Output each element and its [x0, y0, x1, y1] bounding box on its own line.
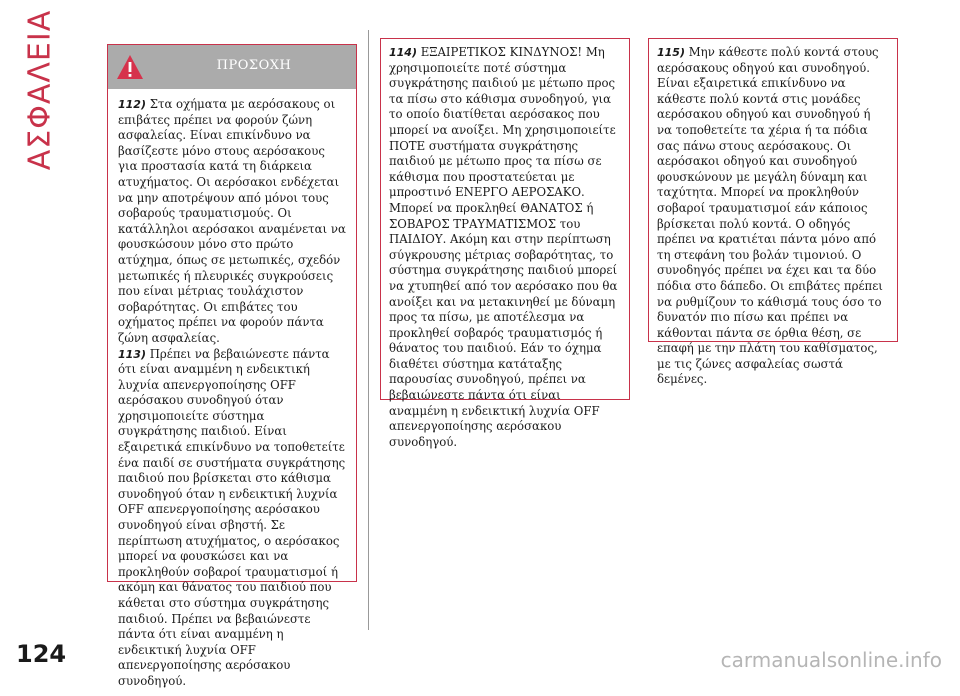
warning-title: ΠΡΟΣΟΧΗ — [216, 58, 292, 73]
note-115 — [657, 45, 889, 388]
note-number: 113) — [118, 347, 146, 361]
column-divider — [368, 30, 369, 630]
note-text: Πρέπει να βεβαιώνεστε πάντα ότι είναι αναμμένη η ενδεικτική λυχνία απενεργοποίησης OFF αερόσακου συνοδηγού όταν χρησιμοποιείτε σύστημα συγκράτησης παιδιού. Είναι εξαιρετικά επικίνδυνο να τοποθετείτε ένα παιδί σε συστήματα συγκράτησης παιδιού που βρίσκεται στο κάθισμα συνοδηγού όταν η ενδεικτική λυχνία OFF απενεργοποίησης αερόσακου συνοδηγού είναι σβηστή. Σε περίπτωση ατυχήματος, ο αερόσακος μπορεί να φουσκώσει και να προκληθούν σοβαροί τραυματισμοί ή ακόμη και θάνατος του παιδιού που κάθεται στο σύστημα συγκράτησης παιδιού. Πρέπει να βεβαιώνεστε πάντα ότι είναι αναμμένη η ενδεικτική λυχνία OFF απενεργοποίησης αερόσακου συνοδηγού. — [118, 346, 346, 688]
note-number: 114) — [389, 46, 417, 59]
note-text: ΕΞΑΙΡΕΤΙΚΟΣ ΚΙΝΔΥΝΟΣ! Μη χρησιμοποιείτε ποτέ σύστημα συγκράτησης παιδιού με μέτωπο προς τα πίσω στο κάθισμα συνοδηγού, για το οποίο διατίθεται αερόσακος που μπορεί να ανοίξει. Μη χρησιμοποιείτε ΠΟΤΕ συστήματα συγκράτησης παιδιού με μέτωπο προς τα πίσω σε κάθισμα που προστατεύεται με μπροστινό ΕΝΕΡΓΟ ΑΕΡΟΣΑΚΟ. Μπορεί να προκληθεί ΘΑΝΑΤΟΣ ή ΣΟΒΑΡΟΣ ΤΡΑΥΜΑΤΙΣΜΟΣ του ΠΑΙΔΙΟΥ. Ακόμη και στην περίπτωση σύγκρουσης μέτριας σοβαρότητας, το σύστημα συγκράτησης παιδιού μπορεί να χτυπηθεί από τον αερόσακο που θα ανοίξει και να μετακινηθεί με δύναμη προς τα πίσω, με αποτέλεσμα να προκληθεί σοβαρός τραυματισμός ή θάνατος του παιδιού. Εάν το όχημα διαθέτει σύστημα κατάταξης παρουσίας συνοδηγού, πρέπει να βεβαιώνεστε πάντα ότι είναι αναμμένη η ενδεικτική λυχνία OFF απενεργοποίησης αερόσακου συνοδηγού. — [389, 45, 618, 449]
note-text: Στα οχήματα με αερόσακους οι επιβάτες πρέπει να φορούν ζώνη ασφαλείας. Είναι επικίνδυνο να βασίζεστε μόνο στους αερόσακους για προστασία κατά τη διάρκεια ατυχήματος. Οι αερόσακοι ενδέχεται να μην αποτρέψουν από μόνοι τους σοβαρούς τραυματισμούς. Οι κατάλληλοι αερόσακοι αναμένεται να φουσκώσουν μόνο στο πρώτο ατύχημα, όπως σε μετωπικές, σχεδόν μετωπικές ή πλευρικές συγκρούσεις που είναι μέτριας τουλάχιστον σοβαρότητας. Οι επιβάτες του οχήματος πρέπει να φορούν πάντα ζώνη ασφαλείας. — [118, 97, 346, 345]
note-number: 115) — [657, 46, 685, 59]
warning-box-middle — [380, 38, 630, 449]
note-text: Μην κάθεστε πολύ κοντά στους αερόσακους οδηγού και συνοδηγού. Είναι εξαιρετικά επικίνδυνο να κάθεστε πολύ κοντά στις μονάδες αερόσακου οδηγού και συνοδηγού ή να τοποθετείτε τα χέρια ή τα πόδια σας πάνω στους αερόσακους. Οι αερόσακοι οδηγού και συνοδηγού φουσκώνουν με μεγάλη δύναμη και ταχύτητα. Μπορεί να προκληθούν σοβαροί τραυματισμοί εάν κάποιος βρίσκεται πολύ κοντά. Ο οδηγός πρέπει να κρατιέται πάντα μόνο από τη στεφάνη του βολάν τιμονιού. Ο συνοδηγός πρέπει να έχει και τα δύο πόδια στο δάπεδο. Οι επιβάτες πρέπει να ρυθμίζουν το κάθισμά τους όσο το δυνατόν πιο πίσω και πρέπει να κάθονται πάντα σε όρθια θέση, σε επαφή με την πλάτη του καθίσματος, με τις ζώνες ασφαλείας σωστά δεμένες. — [657, 45, 883, 387]
warning-box-left — [107, 44, 357, 688]
note-113 — [118, 347, 346, 690]
warning-box-right — [648, 38, 898, 387]
watermark: carmanualsonline.info — [720, 648, 942, 672]
note-112 — [118, 97, 346, 347]
page-number: 124 — [16, 640, 67, 668]
warning-header — [108, 45, 356, 89]
warning-body — [108, 89, 356, 696]
warning-triangle-icon — [116, 53, 144, 81]
note-114 — [389, 45, 621, 450]
note-number: 112) — [118, 98, 146, 111]
section-title: ΑΣΦΑΛΕΙΑ — [22, 9, 58, 171]
